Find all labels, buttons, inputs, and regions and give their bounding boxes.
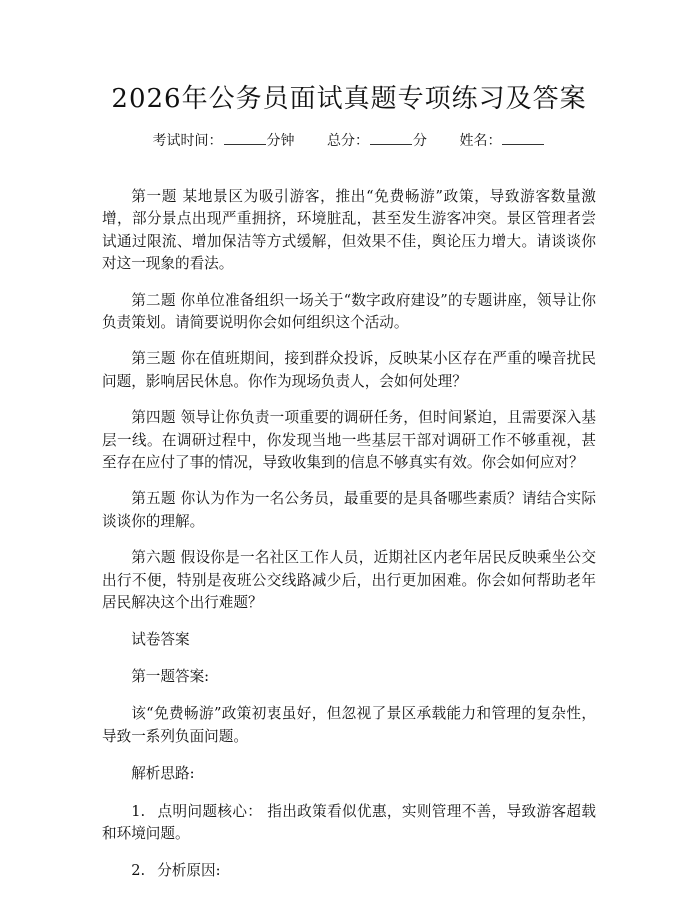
question-4: 第四题 领导让你负责一项重要的调研任务，但时间紧迫，且需要深入基层一线。在调研过程中，你发现当地一些基层干部对调研工作不够重视，甚至存在应付了事的情况，导致收集到的信息不够真实有效。你会如何应对？ (102, 409, 596, 472)
total-score-label: 总分： (327, 133, 369, 149)
question-6: 第六题 假设你是一名社区工作人员，近期社区内老年居民反映乘坐公交出行不便，特别是夜班公交线路减少后，出行更加困难。你会如何帮助老年居民解决这个出行难题？ (102, 549, 596, 612)
exam-time-blank (224, 131, 266, 145)
total-score-field (327, 130, 427, 152)
analysis-heading: 解析思路: (131, 765, 195, 783)
answers-heading: 试卷答案 (131, 630, 190, 648)
analysis-item-text: 分析原因: (157, 862, 221, 880)
exam-info (102, 130, 596, 152)
document-body (102, 186, 596, 883)
answer-1-text: 该“免费畅游”政策初衷虽好，但忽视了景区承载能力和管理的复杂性，导致一系列负面问题。 (102, 705, 596, 745)
question-1: 第一题 某地景区为吸引游客，推出“免费畅游”政策，导致游客数量激增，部分景点出现严重拥挤，环境脏乱，甚至发生游客冲突。景区管理者尝试通过限流、增加保洁等方式缓解，但效果不佳，舆论压力增大。请谈谈你对这一现象的看法。 (102, 188, 596, 273)
exam-time-unit: 分钟 (266, 133, 295, 149)
total-score-unit: 分 (413, 133, 427, 149)
answer-1-heading: 第一题答案: (131, 667, 210, 685)
name-blank (502, 131, 544, 145)
question-5: 第五题 你认为作为一名公务员，最重要的是具备哪些素质？请结合实际谈谈你的理解。 (102, 490, 596, 530)
document-title: 2026年公务员面试真题专项练习及答案 (111, 84, 587, 114)
question-3: 第三题 你在值班期间，接到群众投诉，反映某小区存在严重的噪音扰民问题，影响居民休息。你作为现场负责人，会如何处理？ (102, 350, 596, 390)
name-field (459, 130, 545, 152)
analysis-item-number: 1. (131, 802, 146, 820)
exam-time-label: 考试时间： (152, 133, 223, 149)
question-2: 第二题 你单位准备组织一场关于“数字政府建设”的专题讲座，领导让你负责策划。请简要说明你会如何组织这个活动。 (102, 291, 596, 332)
name-label: 姓名： (459, 133, 502, 149)
analysis-item-number: 2. (131, 862, 146, 880)
analysis-item-text: 点明问题核心： 指出政策看似优惠，实则管理不善，导致游客超载和环境问题。 (102, 802, 596, 842)
total-score-blank (370, 131, 412, 145)
exam-time-field (153, 130, 295, 152)
analysis-item-2 (102, 860, 596, 882)
analysis-item-1 (102, 801, 596, 846)
